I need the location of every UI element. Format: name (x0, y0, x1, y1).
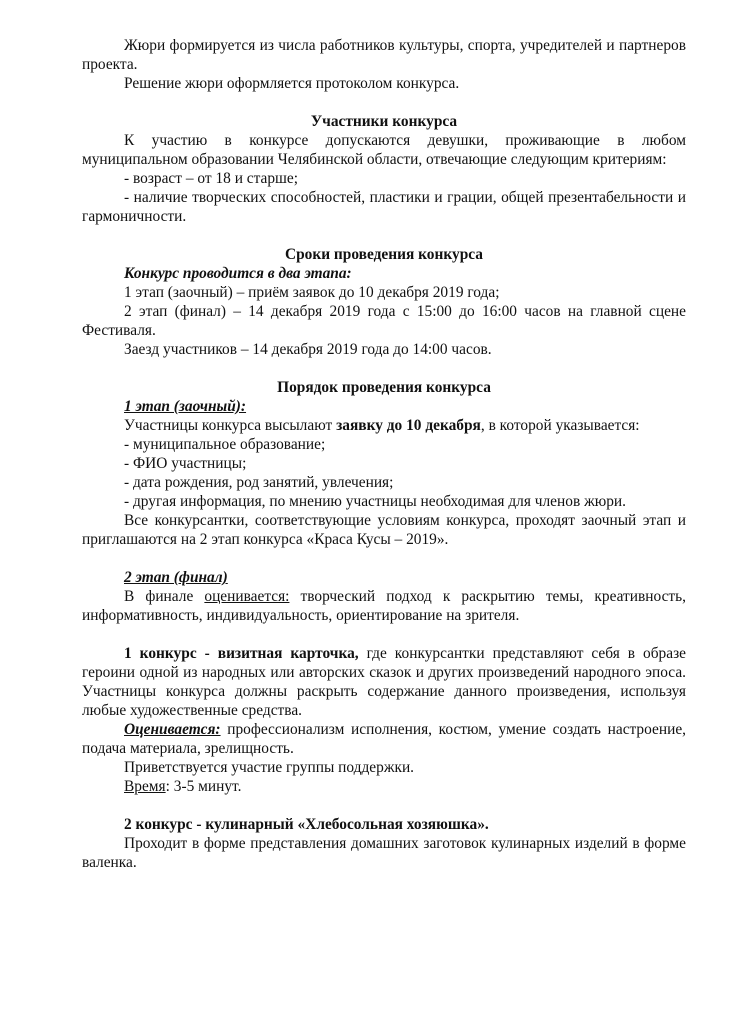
contest1-time-value: : 3-5 минут. (165, 778, 242, 795)
contest1-text: где конкурсантки представляют себя в образе героини одной из народных или авторских сказок и других произведений народного эпоса. Участницы конкурса должны раскрыть содержание данного произведения, используя любые художественные средства. (82, 645, 686, 719)
application-item: - дата рождения, род занятий, увлечения; (124, 474, 394, 491)
contest1-title: 1 конкурс - визитная карточка, (124, 645, 359, 662)
dates-heading: Сроки проведения конкурса (284, 246, 483, 263)
document-content (82, 36, 686, 872)
participants-heading: Участники конкурса (310, 113, 458, 130)
final-criteria (82, 587, 686, 625)
stage1-result: Все конкурсантки, соответствующие условиям конкурса, проходят заочный этап и приглашаются на 2 этап конкурса «Краса Кусы – 2019». (82, 512, 686, 548)
contest2-title: 2 конкурс - кулинарный «Хлебосольная хозяюшка». (124, 816, 489, 833)
criteria-item-abilities: - наличие творческих способностей, пластики и грации, общей презентабельности и гармоничности. (82, 189, 686, 225)
contest1-support: Приветствуется участие группы поддержки. (124, 759, 415, 776)
stage2-title: 2 этап (финал) (124, 569, 228, 586)
contest1-eval-text: профессионализм исполнения, костюм, умение создать настроение, подача материала, зрелищность. (82, 721, 686, 757)
application-item: - другая информация, по мнению участницы необходимая для членов жюри. (124, 493, 626, 510)
dates-arrival: Заезд участников – 14 декабря 2019 года до 14:00 часов. (124, 341, 492, 358)
contest2-text: Проходит в форме представления домашних заготовок кулинарных изделий в форме валенка. (82, 835, 686, 871)
application-deadline: заявку до 10 декабря (336, 417, 481, 434)
application-item: - ФИО участницы; (124, 455, 247, 472)
jury-paragraph: Жюри формируется из числа работников культуры, спорта, учредителей и партнеров проекта. (82, 37, 686, 73)
application-text-after: , в которой указывается: (480, 417, 640, 434)
jury-decision: Решение жюри оформляется протоколом конкурса. (124, 75, 460, 92)
dates-subheading: Конкурс проводится в два этапа: (124, 265, 352, 282)
participants-intro: К участию в конкурсе допускаются девушки, проживающие в любом муниципальном образовании Челябинской области, отвечающие следующим критериям: (82, 132, 686, 168)
contest1-eval-label: Оценивается: (124, 721, 221, 738)
final-text-after: творческий подход к раскрытию темы, креативность, информативность, индивидуальность, ориентирование на зрителя. (82, 588, 686, 624)
contest1-time-label: Время (124, 778, 166, 795)
application-text-before: Участницы конкурса высылают (124, 417, 337, 434)
dates-stage2: 2 этап (финал) – 14 декабря 2019 года с 15:00 до 16:00 часов на главной сцене Фестиваля. (82, 303, 686, 339)
application-paragraph (82, 416, 686, 435)
dates-stage1: 1 этап (заочный) – приём заявок до 10 декабря 2019 года; (124, 284, 500, 301)
final-label: оценивается: (204, 588, 290, 605)
stage1-title: 1 этап (заочный): (124, 398, 247, 415)
final-text-before: В финале (124, 588, 205, 605)
contest1-evaluation (82, 720, 686, 758)
contest1-time (82, 777, 686, 796)
procedure-heading: Порядок проведения конкурса (277, 379, 491, 396)
criteria-item-age: - возраст – от 18 и старше; (124, 170, 299, 187)
application-item: - муниципальное образование; (124, 436, 326, 453)
contest1-paragraph (82, 644, 686, 720)
